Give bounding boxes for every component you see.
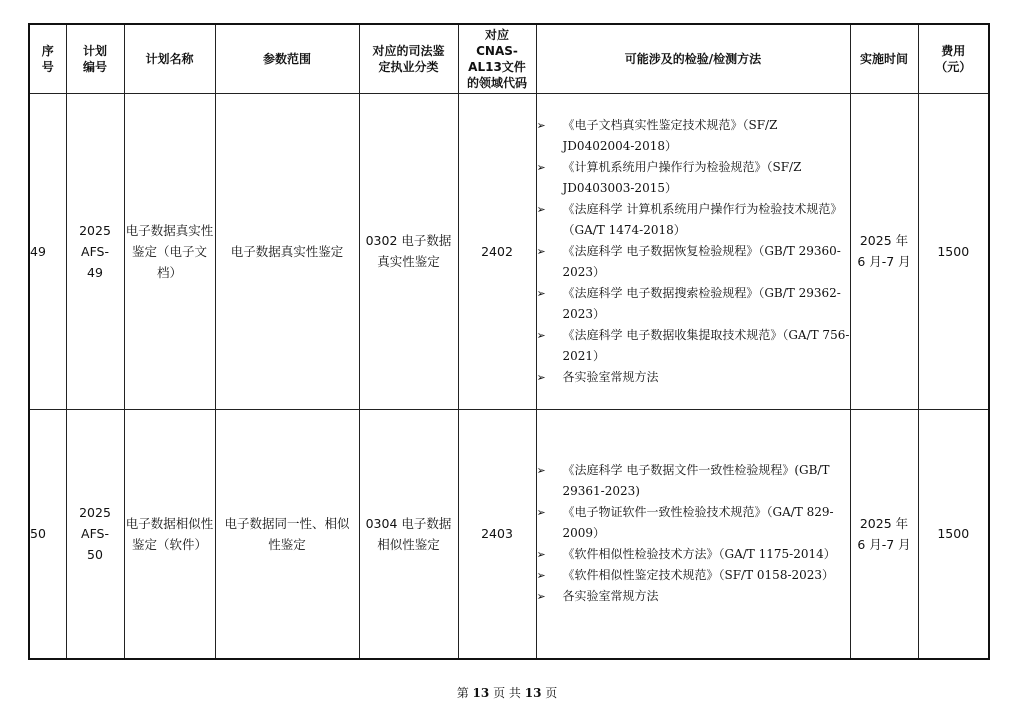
plan-table bbox=[28, 23, 990, 660]
header-methods: 可能涉及的检验/检测方法 bbox=[536, 24, 850, 93]
header-param-range: 参数范围 bbox=[215, 24, 359, 93]
cell-cnas-code: 2402 bbox=[458, 93, 536, 409]
cell-time: 2025 年 6 月-7 月 bbox=[850, 93, 918, 409]
list-item bbox=[537, 157, 850, 199]
page-mid: 页 共 bbox=[493, 686, 521, 700]
arrowhead-bullet-icon: ➢ bbox=[536, 506, 546, 520]
method-text: 《法庭科学 电子数据恢复检验规程》（GB/T 29360-2023） bbox=[562, 243, 841, 279]
method-list bbox=[537, 115, 850, 388]
method-text: 《电子文档真实性鉴定技术规范》（SF/Z JD0402004-2018） bbox=[562, 117, 778, 153]
list-item bbox=[537, 367, 850, 388]
page-current: 13 bbox=[472, 686, 490, 700]
cell-fee: 1500 bbox=[918, 93, 989, 409]
arrowhead-bullet-icon: ➢ bbox=[536, 160, 546, 174]
method-text: 《电子物证软件一致性检验技术规范》（GA/T 829-2009） bbox=[562, 505, 834, 541]
arrowhead-bullet-icon: ➢ bbox=[536, 464, 546, 478]
header-time: 实施时间 bbox=[850, 24, 918, 93]
list-item bbox=[537, 565, 850, 586]
arrowhead-bullet-icon: ➢ bbox=[536, 328, 546, 342]
header-cnas-code: 对应CNAS-AL13文件的领域代码 bbox=[458, 24, 536, 93]
list-item bbox=[537, 199, 850, 241]
list-item bbox=[537, 544, 850, 565]
cell-methods bbox=[536, 409, 850, 659]
header-plan-name: 计划名称 bbox=[124, 24, 215, 93]
arrowhead-bullet-icon: ➢ bbox=[536, 370, 546, 384]
arrowhead-bullet-icon: ➢ bbox=[536, 286, 546, 300]
cell-category: 0304 电子数据相似性鉴定 bbox=[359, 409, 458, 659]
header-row bbox=[29, 24, 989, 93]
page-total: 13 bbox=[524, 686, 542, 700]
cell-plan-no: 2025 AFS-49 bbox=[66, 93, 124, 409]
page-prefix: 第 bbox=[456, 686, 469, 700]
list-item bbox=[537, 586, 850, 607]
method-text: 《法庭科学 电子数据收集提取技术规范》（GA/T 756-2021） bbox=[562, 327, 850, 363]
cell-param-range: 电子数据真实性鉴定 bbox=[215, 93, 359, 409]
cell-seq: 50 bbox=[29, 409, 66, 659]
list-item bbox=[537, 241, 850, 283]
method-text: 《软件相似性鉴定技术规范》（SF/T 0158-2023） bbox=[562, 568, 835, 583]
arrowhead-bullet-icon: ➢ bbox=[536, 569, 546, 583]
list-item bbox=[537, 325, 850, 367]
method-list bbox=[537, 460, 850, 607]
cell-category: 0302 电子数据真实性鉴定 bbox=[359, 93, 458, 409]
cell-plan-name: 电子数据相似性鉴定（软件） bbox=[124, 409, 215, 659]
cell-methods bbox=[536, 93, 850, 409]
page-suffix: 页 bbox=[545, 686, 558, 700]
header-fee: 费用（元） bbox=[918, 24, 989, 93]
method-text: 各实验室常规方法 bbox=[562, 369, 659, 384]
cell-fee: 1500 bbox=[918, 409, 989, 659]
table-row bbox=[29, 409, 989, 659]
arrowhead-bullet-icon: ➢ bbox=[536, 548, 546, 562]
list-item bbox=[537, 502, 850, 544]
method-text: 《法庭科学 计算机系统用户操作行为检验技术规范》（GA/T 1474-2018） bbox=[562, 201, 843, 237]
method-text: 《法庭科学 电子数据文件一致性检验规程》(GB/T 29361-2023) bbox=[562, 463, 830, 499]
arrowhead-bullet-icon: ➢ bbox=[536, 202, 546, 216]
list-item bbox=[537, 283, 850, 325]
method-text: 《计算机系统用户操作行为检验规范》（SF/Z JD0403003-2015） bbox=[562, 159, 802, 195]
header-category: 对应的司法鉴定执业分类 bbox=[359, 24, 458, 93]
cell-plan-no: 2025 AFS-50 bbox=[66, 409, 124, 659]
cell-param-range: 电子数据同一性、相似性鉴定 bbox=[215, 409, 359, 659]
arrowhead-bullet-icon: ➢ bbox=[536, 118, 546, 132]
list-item bbox=[537, 115, 850, 157]
arrowhead-bullet-icon: ➢ bbox=[536, 244, 546, 258]
method-text: 《法庭科学 电子数据搜索检验规程》（GB/T 29362-2023） bbox=[562, 285, 841, 321]
cell-time: 2025 年 6 月-7 月 bbox=[850, 409, 918, 659]
header-seq: 序号 bbox=[29, 24, 66, 93]
cell-plan-name: 电子数据真实性鉴定（电子文档） bbox=[124, 93, 215, 409]
cell-seq: 49 bbox=[29, 93, 66, 409]
page-footer bbox=[0, 684, 1014, 701]
method-text: 《软件相似性检验技术方法》（GA/T 1175-2014） bbox=[562, 547, 836, 562]
cell-cnas-code: 2403 bbox=[458, 409, 536, 659]
method-text: 各实验室常规方法 bbox=[562, 589, 659, 604]
arrowhead-bullet-icon: ➢ bbox=[536, 590, 546, 604]
list-item bbox=[537, 460, 850, 502]
table-row bbox=[29, 93, 989, 409]
header-plan-no: 计划编号 bbox=[66, 24, 124, 93]
